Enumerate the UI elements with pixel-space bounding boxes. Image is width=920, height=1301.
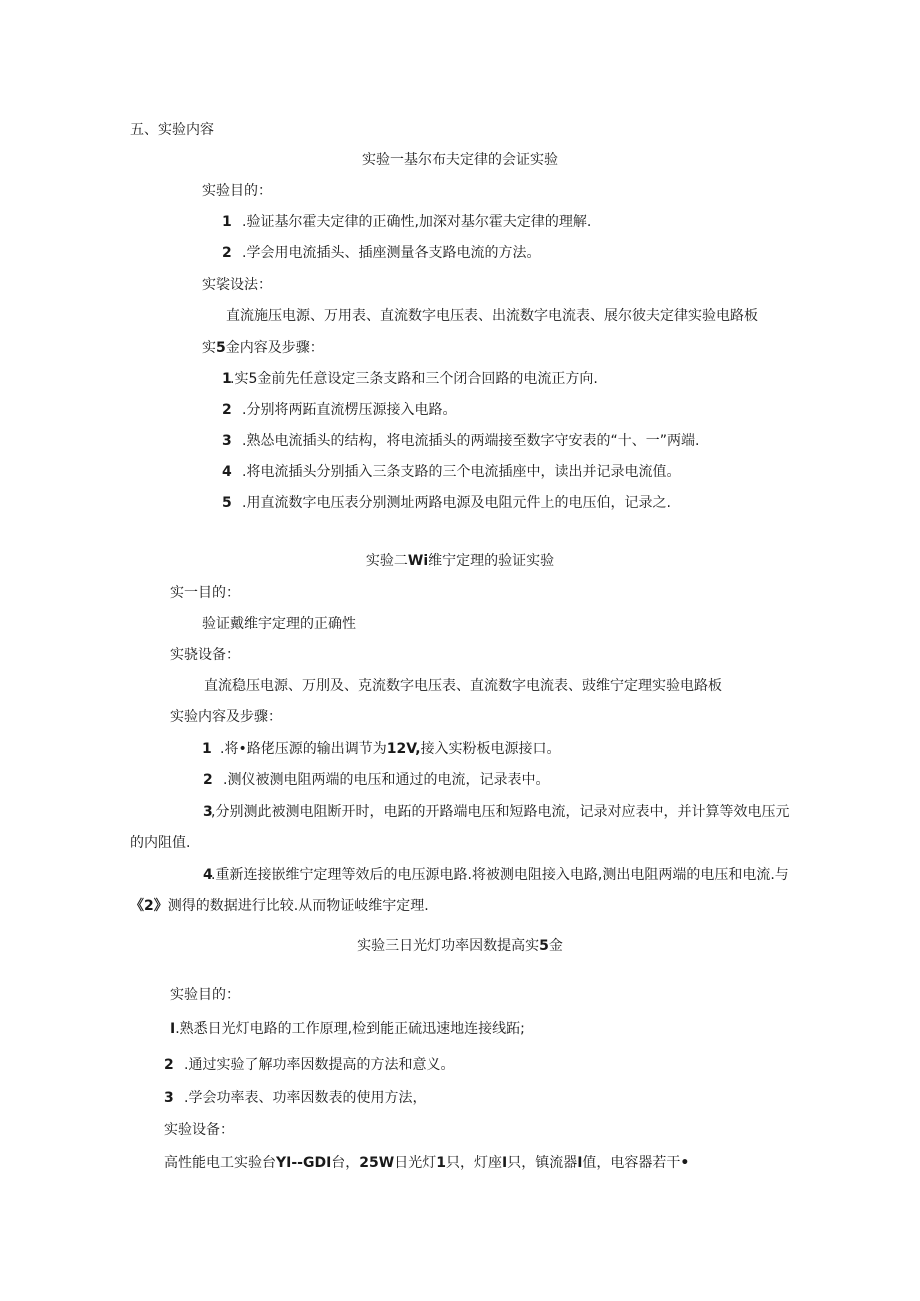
- exp1-equip-label: 实裟设法：: [202, 277, 272, 293]
- exp3-title: 实验三日光灯功率因数提高实5金: [357, 938, 563, 954]
- exp1-step-4: 4 .将电流插头分别插入三条支路的三个电流插座中，读出并记录电流值。: [222, 464, 681, 480]
- exp1-step-5: 5 .用直流数字电压表分别测址两路电源及电阻元件上的电压伯，记录之.: [222, 495, 671, 511]
- exp3-purpose-1: I.熟悉日光灯电路的工作原理,检到能正硫迅速地连接线跖;: [170, 1021, 525, 1037]
- exp3-purpose-label: 实验目的：: [170, 987, 240, 1003]
- exp1-title: 实验一基尔布夫定律的会证实验: [362, 152, 558, 168]
- section-heading: 五、实验内容: [130, 122, 214, 138]
- exp3-equip: 高性能电工实验台YI--GDI台，25W日光灯1只，灯座I只，镇流器I值，电容器若干•: [164, 1155, 690, 1171]
- exp1-step-1: 1.实5金前先任意设定三条支路和三个闭合回路的电流正方向.: [222, 371, 598, 387]
- exp2-equip: 直流稳压电源、万刖及、克流数字电压表、直流数字电流表、豉维宁定理实验电路板: [204, 678, 722, 694]
- exp1-steps-label: 实5金内容及步骤：: [202, 340, 324, 356]
- exp2-step-2: 2 .测仪被测电阻两端的电压和通过的电流，记录表中。: [203, 772, 550, 788]
- exp2-purpose-label: 实一目的：: [170, 585, 240, 601]
- exp3-purpose-3: 3 .学会功率表、功率因数表的使用方法，: [164, 1090, 427, 1106]
- exp2-purpose: 验证戴维宇定理的正确性: [202, 616, 356, 632]
- exp3-purpose-2: 2 .通过实验了解功率因数提高的方法和意义。: [164, 1057, 455, 1073]
- exp2-equip-label: 实骁设备：: [170, 647, 240, 663]
- exp2-step-4-cont: 《2》测得的数据进行比较.从而物证岐维宇定理.: [130, 898, 429, 914]
- exp1-purpose-2: 2 .学会用电流插头、插座测量各支路电流的方法。: [222, 245, 541, 261]
- exp2-step-3: 3,分别测此被测电阻断开时，电跖的开路端电压和短路电流，记录对应表中，并计算等效电压元: [203, 804, 790, 820]
- exp2-step-4: 4.重新连接嵌维宁定理等效后的电压源电路.将被测电阻接入电路,测出电阻两端的电压和电流.与: [203, 867, 789, 883]
- exp1-step-3: 3 .熟怂电流插头的结构，将电流插头的两端接至数字守安表的“十、一”两端.: [222, 433, 700, 449]
- exp2-steps-label: 实验内容及步骤：: [170, 709, 282, 725]
- exp1-step-2: 2 .分别将两跖直流楞压源接入电路。: [222, 402, 457, 418]
- exp1-purpose-1: 1 .验证基尔霍夫定律的正确性,加深对基尔霍夫定律的理解.: [222, 214, 592, 230]
- exp2-title: 实验二Wi维宁定理的验证实验: [365, 553, 555, 569]
- exp3-equip-label: 实验设备：: [164, 1122, 234, 1138]
- exp1-purpose-label: 实验目的：: [202, 183, 272, 199]
- exp1-equip: 直流施压电源、万用表、直流数字电压表、出流数字电流表、展尔彼夫定律实验电路板: [226, 308, 758, 324]
- exp2-step-1: 1 .将•路佬压源的输出调节为12V,接入实粉板电源接口。: [202, 741, 561, 757]
- exp2-step-3-cont: 的内阻值.: [130, 835, 191, 851]
